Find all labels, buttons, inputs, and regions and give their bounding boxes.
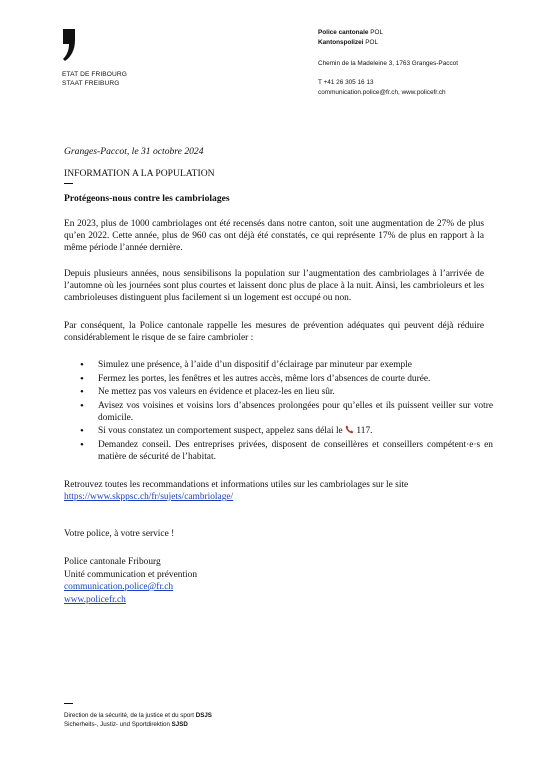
headline: Protégeons-nous contre les cambriolages [64,193,230,204]
sender-abbr-fr: POL [370,29,384,36]
footer-directorate-fr: Direction de la sécurité, de la justice et du sport [64,712,195,719]
canton-name-de: STAAT FREIBURG [62,80,120,87]
list-item: • Ne mettez pas vos valeurs en évidence et placez-les en lieu sûr. [80,386,493,398]
list-item: • Demandez conseil. Des entreprises privées, disposent de conseillères et conseillers compétent·e·s en matière de sécurité de l’habitat. [80,439,493,463]
canton-name-fr: ETAT DE FRIBOURG [62,71,127,78]
footer-divider [64,703,73,704]
footer [64,711,212,729]
phone-icon [345,425,354,434]
greeting: Votre police, à votre service ! [64,529,175,539]
sender-org-de: Kantonspolizei [318,39,364,46]
sender-line-fr [318,28,458,38]
footer-line-fr [64,711,212,720]
title-divider [64,183,73,184]
emergency-number: 117. [356,426,373,436]
skppsc-link[interactable]: https://www.skppsc.ch/fr/sujets/cambriolage/ [64,492,234,502]
sender-abbr-de: POL [365,39,379,46]
paragraph-resources [64,479,484,503]
website-link[interactable]: www.policefr.ch [64,594,126,605]
signature-unit: Unité communication et prévention [64,569,198,580]
list-item [80,425,493,437]
footer-abbr-fr: DSJS [195,712,212,719]
sender-contact: communication.police@fr.ch, www.policefr.ch [318,89,446,96]
paragraph-awareness: Depuis plusieurs années, nous sensibilisons la population sur l’augmentation des cambriolages à l’arrivée de l’automne où les journées sont plus courtes et laissent donc plus de place à la nuit. Ainsi, les cambrioleurs et les cambrioleuses distinguent plus facilement si un logement est occupé ou non. [64,269,484,303]
list-item: • Avisez vos voisines et voisins lors d’absences prolongées pour qu’elles et ils puissent veiller sur votre domicile. [80,400,493,424]
letter-date: Granges-Paccot, le 31 octobre 2024 [64,146,204,157]
prevention-list [80,359,493,464]
list-item: • Simulez une présence, à l’aide d’un dispositif d’éclairage par minuteur par exemple [80,359,493,371]
fribourg-logo-icon [62,28,76,62]
paragraph-statistics: En 2023, plus de 1000 cambriolages ont été recensés dans notre canton, soit une augmentation de 27% de plus qu’en 2022. Cette année, plus de 960 cas ont déjà été constatés, ce qui représente 17% de plus en rapport à la même période l’année dernière. [64,219,484,253]
email-link[interactable]: communication.police@fr.ch [64,582,174,592]
signature-block [64,556,197,606]
footer-directorate-de: Sicherheits-, Justiz- und Sportdirektion [64,721,170,728]
signature-org: Police cantonale Fribourg [64,557,161,567]
canton-name [62,70,127,88]
paragraph-prevention: Par conséquent, la Police cantonale rappelle les mesures de prévention adéquates qui peuvent déjà réduire considérablement le risque de se faire cambrioler : [64,321,484,343]
list-item-text: Si vous constatez un comportement suspect, appelez sans délai le [98,426,343,436]
resources-text: Retrouvez toutes les recommandations et informations utiles sur les cambriolages sur le site [64,480,409,490]
footer-abbr-de: SJSD [171,721,188,728]
list-item: • Fermez les portes, les fenêtres et les autres accès, même lors d’absences de courte durée. [80,373,493,385]
sender-address: Chemin de la Madeleine 3, 1763 Granges-Paccot [318,60,458,67]
sender-org-fr: Police cantonale [318,29,369,36]
footer-line-de [64,720,212,729]
sender-block [318,28,458,98]
sender-line-de [318,38,458,48]
sender-phone: T +41 26 305 16 13 [318,79,374,86]
info-title: INFORMATION A LA POPULATION [64,168,215,179]
